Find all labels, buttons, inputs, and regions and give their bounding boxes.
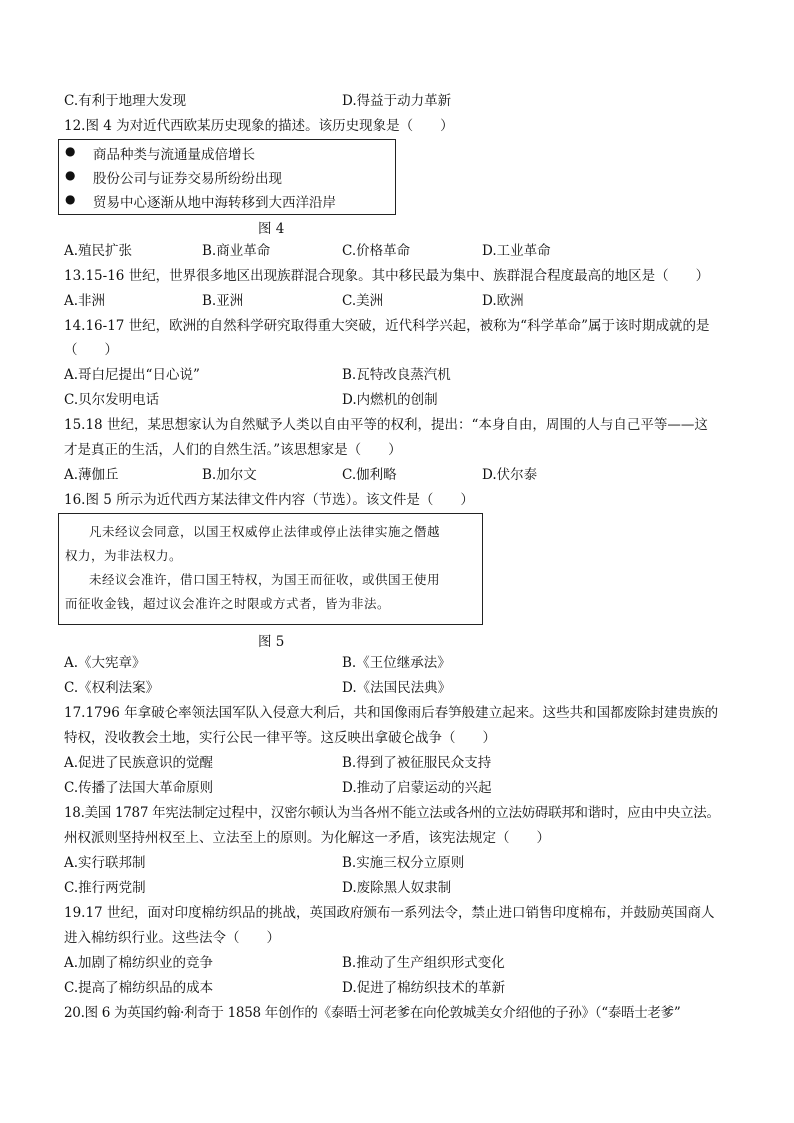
bullet-icon: ● bbox=[65, 192, 76, 206]
bullet-icon: ● bbox=[65, 144, 76, 158]
q19-option-d: D.促进了棉纺织技术的革新 bbox=[342, 980, 506, 996]
q13-option-c: C.美洲 bbox=[342, 293, 384, 309]
q15-option-d: D.伏尔泰 bbox=[482, 467, 538, 483]
q18-stem-line1: 18.美国 1787 年宪法制定过程中，汉密尔顿认为当各州不能立法或各州的立法妨碍联邦和谐时，应由中央立法。 bbox=[64, 805, 720, 821]
figure-4-item: 商品种类与流通量成倍增长 bbox=[93, 147, 255, 163]
q16-option-a: A.《大宪章》 bbox=[64, 655, 146, 671]
q15-stem-line2: 才是真正的生活，人们的自然生活。”该思想家是（ ） bbox=[64, 442, 402, 458]
figure-5-line: 权力，为非法权力。 bbox=[65, 548, 183, 563]
figure-5-box bbox=[58, 513, 483, 625]
q17-stem-line1: 17.1796 年拿破仑率领法国军队入侵意大利后，共和国像雨后春笋般建立起来。这些共和国都废除封建贵族的 bbox=[64, 705, 719, 721]
q14-stem-line2: （ ） bbox=[64, 342, 118, 358]
figure-5-caption: 图 5 bbox=[258, 634, 285, 650]
q12-stem: 12.图 4 为对近代西欧某历史现象的描述。该历史现象是（ ） bbox=[64, 118, 454, 134]
q19-option-b: B.推动了生产组织形式变化 bbox=[342, 955, 505, 971]
q19-option-c: C.提高了棉纺织品的成本 bbox=[64, 980, 214, 996]
q14-option-c: C.贝尔发明电话 bbox=[64, 392, 160, 408]
q18-stem-line2: 州权派则坚持州权至上、立法至上的原则。为化解这一矛盾，该宪法规定（ ） bbox=[64, 830, 550, 846]
q14-stem-line1: 14.16-17 世纪，欧洲的自然科学研究取得重大突破，近代科学兴起，被称为“科学革命”属于该时期成就的是 bbox=[64, 318, 710, 334]
figure-4-caption: 图 4 bbox=[258, 221, 285, 237]
q17-option-a: A.促进了民族意识的觉醒 bbox=[64, 755, 214, 771]
figure-4-item: 贸易中心逐渐从地中海转移到大西洋沿岸 bbox=[93, 195, 336, 211]
q17-option-d: D.推动了启蒙运动的兴起 bbox=[342, 780, 492, 796]
q18-option-c: C.推行两党制 bbox=[64, 880, 146, 896]
q12-option-d: D.工业革命 bbox=[482, 243, 551, 259]
q12-option-b: B.商业革命 bbox=[202, 243, 271, 259]
q12-option-a: A.殖民扩张 bbox=[64, 243, 133, 259]
q17-stem-line2: 特权，没收教会土地，实行公民一律平等。这反映出拿破仑战争（ ） bbox=[64, 730, 496, 746]
q14-option-b: B.瓦特改良蒸汽机 bbox=[342, 367, 451, 383]
q15-option-b: B.加尔文 bbox=[202, 467, 257, 483]
bullet-icon: ● bbox=[65, 168, 76, 182]
q16-option-b: B.《王位继承法》 bbox=[342, 655, 451, 671]
q14-option-d: D.内燃机的创制 bbox=[342, 392, 438, 408]
figure-5-line: 凡未经议会同意，以国王权威停止法律或停止法律实施之僭越 bbox=[89, 524, 441, 539]
q16-stem: 16.图 5 所示为近代西方某法律文件内容（节选）。该文件是（ ） bbox=[64, 492, 474, 508]
q17-option-c: C.传播了法国大革命原则 bbox=[64, 780, 214, 796]
q13-option-b: B.亚洲 bbox=[202, 293, 244, 309]
figure-5-line: 未经议会准许，借口国王特权，为国王而征收，或供国王使用 bbox=[89, 572, 441, 587]
q13-option-a: A.非洲 bbox=[64, 293, 106, 309]
q15-stem-line1: 15.18 世纪，某思想家认为自然赋予人类以自由平等的权利，提出：“本身自由，周围的人与自己平等——这 bbox=[64, 417, 708, 433]
q19-option-a: A.加剧了棉纺织业的竞争 bbox=[64, 955, 214, 971]
figure-5-line: 而征收金钱，超过议会准许之时限或方式者，皆为非法。 bbox=[65, 596, 391, 611]
q16-option-c: C.《权利法案》 bbox=[64, 680, 160, 696]
q17-option-b: B.得到了被征服民众支持 bbox=[342, 755, 492, 771]
q13-option-d: D.欧洲 bbox=[482, 293, 524, 309]
q12-option-c: C.价格革命 bbox=[342, 243, 411, 259]
q20-stem-line1: 20.图 6 为英国约翰·利奇于 1858 年创作的《泰晤士河老爹在向伦敦城美女介绍他的子孙》（“泰晤士老爹” bbox=[64, 1005, 681, 1021]
q19-stem-line2: 进入棉纺织行业。这些法令（ ） bbox=[64, 930, 280, 946]
q15-option-a: A.薄伽丘 bbox=[64, 467, 119, 483]
q14-option-a: A.哥白尼提出“日心说” bbox=[64, 367, 200, 383]
q11-option-c: C.有利于地理大发现 bbox=[64, 93, 187, 109]
q18-option-d: D.废除黑人奴隶制 bbox=[342, 880, 452, 896]
q18-option-b: B.实施三权分立原则 bbox=[342, 855, 465, 871]
q13-stem: 13.15-16 世纪，世界很多地区出现族群混合现象。其中移民最为集中、族群混合程度最高的地区是（ ） bbox=[64, 268, 710, 284]
figure-4-item: 股份公司与证券交易所纷纷出现 bbox=[93, 171, 282, 187]
q15-option-c: C.伽利略 bbox=[342, 467, 397, 483]
q19-stem-line1: 19.17 世纪，面对印度棉纺织品的挑战，英国政府颁布一系列法令，禁止进口销售印度棉布，并鼓励英国商人 bbox=[64, 905, 715, 921]
q11-option-d: D.得益于动力革新 bbox=[342, 93, 452, 109]
figure-4-box bbox=[58, 139, 396, 215]
q16-option-d: D.《法国民法典》 bbox=[342, 680, 452, 696]
q18-option-a: A.实行联邦制 bbox=[64, 855, 146, 871]
